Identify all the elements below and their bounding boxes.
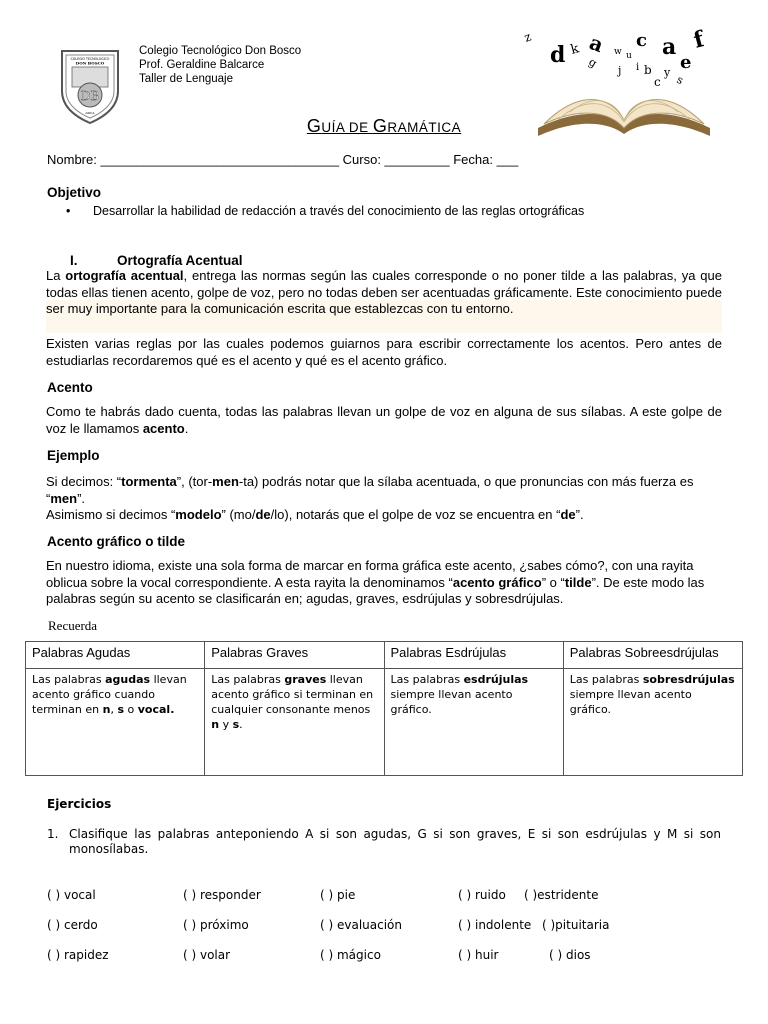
svg-text:ARICA: ARICA [85, 111, 95, 115]
section-heading: Ortografía Acentual [117, 253, 243, 268]
acento-grafico-paragraph: En nuestro idioma, existe una sola forma de marcar en forma gráfica este acento, ¿sabes cómo?, con una rayita oblicua sobre la vocal correspondiente. A esta rayita la denominamos “acento gráfico” o “tilde”. De este modo las palabras según su acento se clasificarán en; agudas, graves, esdrújulas y sobresdrújulas. [46, 558, 705, 606]
ejemplo-line-1: Si decimos: “tormenta”, (tor-men-ta) podrás notar que la sílaba acentuada, o que pronuncias con más fuerza es “men”. [46, 474, 694, 506]
recuerda-label: Recuerda [48, 618, 98, 633]
rule-esdrujulas: Las palabras esdrújulas siempre llevan acento gráfico. [384, 669, 563, 776]
bullet-point: • [66, 204, 71, 218]
rules-paragraph: Existen varias reglas por las cuales podemos guiarnos para escribir correctamente los acentos. Pero antes de estudiarlas recordaremos qué es el acento y qué es el acento gráfico. [46, 336, 722, 368]
acento-grafico-heading: Acento gráfico o tilde [47, 534, 186, 549]
rule-graves: Las palabras graves llevan acento gráfico si terminan en cualquier consonante menos n y s. [205, 669, 384, 776]
option-evaluacion[interactable]: ( ) evaluación [320, 918, 403, 932]
workshop-name: Taller de Lenguaje [139, 73, 233, 85]
svg-text:DON BOSCO: DON BOSCO [75, 60, 105, 66]
acento-heading: Acento [47, 380, 93, 395]
deco-letter: s [674, 72, 686, 88]
deco-letter: y [664, 66, 671, 79]
deco-letter: e [680, 52, 692, 73]
deco-letter: b [644, 63, 652, 77]
objective-text: Desarrollar la habilidad de redacción a través del conocimiento de las reglas ortográficas [93, 204, 585, 218]
header-graves: Palabras Graves [205, 642, 384, 669]
option-rapidez[interactable]: ( ) rapidez [47, 948, 109, 962]
svg-text:COLEGIO TECNOLOGICO: COLEGIO TECNOLOGICO [70, 57, 110, 61]
option-pituitaria[interactable]: ( )pituitaria [542, 918, 610, 932]
deco-letter: k [569, 41, 581, 58]
option-magico[interactable]: ( ) mágico [320, 948, 381, 962]
deco-letter: a [662, 34, 677, 60]
school-name: Colegio Tecnológico Don Bosco [139, 45, 302, 57]
deco-letter: c [636, 30, 647, 51]
deco-letter: c [654, 75, 661, 89]
student-info-line: Nombre: _________________________________ Curso: _________ Fecha: ___ [47, 152, 519, 167]
intro-paragraph: La ortografía acentual, entrega las normas según las cuales corresponde o no poner tilde a las palabras, ya que todas ellas tienen acento, golpe de voz, pero no todas deben ser acentuadas gráficamente. Este conocimiento puede ser muy importante para la comunicación escrita que establezcas con tu entorno. [46, 268, 722, 316]
deco-letter: a [586, 30, 607, 58]
deco-letter: w [614, 47, 622, 57]
option-dios[interactable]: ( ) dios [549, 948, 591, 962]
objective-heading: Objetivo [47, 185, 102, 200]
page-title: GUÍA DE GRAMÁTICA [306, 116, 462, 136]
option-cerdo[interactable]: ( ) cerdo [47, 918, 98, 932]
section-numeral: I. [70, 253, 78, 268]
deco-letter: d [550, 42, 566, 68]
accent-rules-table [25, 641, 743, 776]
header-esdrujulas: Palabras Esdrújulas [384, 642, 563, 669]
question-text: Clasifique las palabras anteponiendo A si son agudas, G si son graves, E si son esdrújulas y M si son monosílabas. [69, 827, 721, 856]
option-indolente[interactable]: ( ) indolente [458, 918, 532, 932]
school-header [139, 44, 301, 86]
ejemplo-line-2: Asimismo si decimos “modelo” (mo/de/lo), notarás que el golpe de voz se encuentra en “de”. [46, 507, 584, 522]
option-vocal[interactable]: ( ) vocal [47, 888, 96, 902]
header-agudas: Palabras Agudas [26, 642, 205, 669]
deco-letter: f [690, 26, 707, 54]
teacher-name: Prof. Geraldine Balcarce [139, 59, 265, 71]
option-proximo[interactable]: ( ) próximo [183, 918, 249, 932]
option-estridente[interactable]: ( )estridente [524, 888, 599, 902]
deco-letter: u [626, 51, 632, 61]
ejercicios-heading: Ejercicios [47, 797, 112, 811]
deco-letter: i [636, 62, 640, 73]
ejemplo-heading: Ejemplo [47, 448, 100, 463]
table-row [26, 669, 743, 776]
option-volar[interactable]: ( ) volar [183, 948, 231, 962]
option-ruido[interactable]: ( ) ruido [458, 888, 506, 902]
option-pie[interactable]: ( ) pie [320, 888, 356, 902]
rule-sobresdrujulas: Las palabras sobresdrújulas siempre llevan acento gráfico. [563, 669, 742, 776]
objective-bullet [66, 204, 584, 218]
deco-letter: j [618, 64, 622, 77]
acento-paragraph: Como te habrás dado cuenta, todas las palabras llevan un golpe de voz en alguna de sus sílabas. A este golpe de voz le llamamos acento. [46, 404, 722, 436]
school-crest-logo [58, 47, 122, 125]
svg-text:DB: DB [80, 89, 100, 103]
question-number: 1. [47, 827, 59, 841]
header-sobresdrujulas: Palabras Sobreesdrújulas [563, 642, 742, 669]
table-header-row [26, 642, 743, 669]
option-responder[interactable]: ( ) responder [183, 888, 261, 902]
deco-letter: g [586, 55, 600, 71]
deco-letter: z [522, 29, 533, 45]
rule-agudas: Las palabras agudas llevan acento gráfico cuando terminan en n, s o vocal. [26, 669, 205, 776]
option-huir[interactable]: ( ) huir [458, 948, 499, 962]
exercise-question [47, 827, 721, 857]
